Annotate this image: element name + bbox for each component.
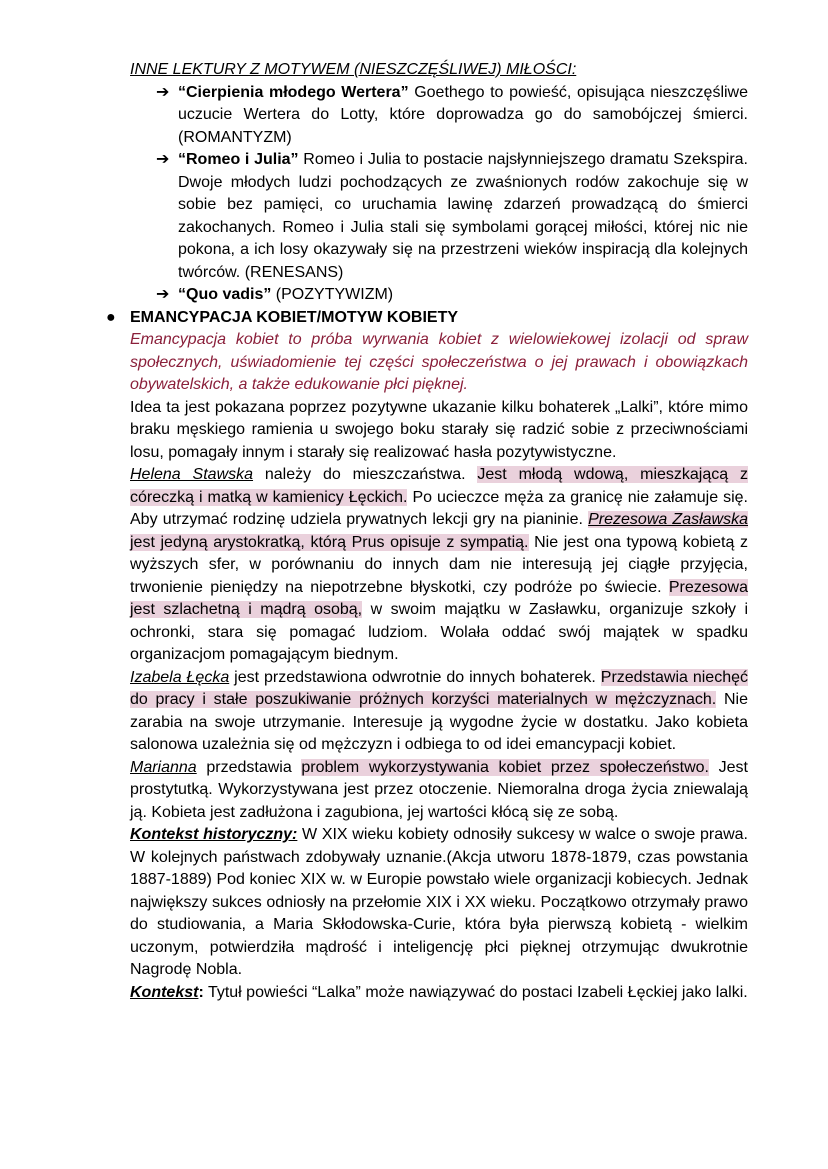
historical-context-paragraph: [130, 824, 748, 982]
reading-item-werter: [156, 82, 749, 150]
section-heading: [106, 307, 828, 330]
reading-text: Romeo i Julia to postacie najsłynniejszego dramatu Szekspira. Dwoje młodych ludzi pochodzących ze zwaśnionych rodów zakochuje się w sobie bez pamięci, co uruchamia lawinę zdarzeń prowadzącą do śmierci zakochanych. Romeo i Julia stali się symbolami gorącej miłości, której nic nie pokona, a ich losy okazywały się na przestrzeni wieków inspiracją dla kolejnych twórców. (RENESANS): [178, 151, 748, 281]
character-name-izabela: Izabela Łęcka: [130, 668, 230, 686]
arrow-icon: ➔: [156, 83, 170, 101]
section-body: [130, 329, 748, 1004]
marianna-highlight: problem wykorzystywania kobiet przez społeczeństwo.: [301, 758, 710, 776]
stawska-highlight: Jest młodą wdową, mieszkającą z córeczką i matką w kamienicy Łęckich.: [130, 466, 749, 506]
izabela-text-2: Nie zarabia na swoje utrzymanie. Interesuje ją wygodne życie w dostatku. Jako kobieta salonowa uzależnia się od mężczyzn i odbiega to od idei emancypacji kobiet.: [130, 691, 749, 753]
context-paragraph: [130, 982, 748, 1005]
historical-context-label: Kontekst historyczny:: [130, 826, 298, 843]
reading-title: “Quo vadis”: [178, 286, 272, 303]
stawska-text-2: Po ucieczce męża za granicę nie załamuje się. Aby utrzymać rodzinę udziela prywatnych lekcji gry na pianinie.: [130, 488, 748, 528]
marianna-text-1: przedstawia: [196, 758, 302, 776]
reading-text: Goethego to powieść, opisująca nieszczęśliwe uczucie Wertera do Lotty, które doprowadza go do samobójczej śmierci. (ROMANTYZM): [178, 83, 749, 146]
character-name-stawska: Helena Stawska: [130, 466, 254, 483]
reading-text: (POZYTYWIZM): [271, 286, 394, 303]
marianna-paragraph: [130, 757, 748, 825]
character-name-marianna: Marianna: [130, 758, 197, 776]
reading-item-quo-vadis: [156, 284, 748, 307]
definition-text: Emancypacja kobiet to próba wyrwania kobiet z wielowiekowej izolacji od spraw społecznych, uświadomienie tej części społeczeństwa o jej prawach i obowiązkach obywatelskich, a także edukowanie płci pięknej.: [130, 331, 748, 393]
izabela-highlight: Przedstawia niechęć do pracy i stałe poszukiwanie próżnych korzyści materialnych w mężczyznach.: [130, 668, 749, 708]
stawska-text-1: należy do mieszczaństwa.: [253, 466, 478, 483]
zaslawska-highlight-2: Prezesowa jest szlachetną i mądrą osobą,: [130, 578, 748, 618]
arrow-icon: ➔: [156, 151, 170, 168]
zaslawska-text-2: w swoim majątku w Zasławku, organizuje szkoły i ochronki, stara się pomagać ludziom. Wolała oddać swój majątek w spadku organizacjom pomagającym biednym.: [130, 601, 749, 663]
zaslawska-highlight-1: jest jedyną arystokratką, którą Prus opisuje z sympatią.: [130, 533, 529, 551]
marianna-text-2: Jest prostytutką. Wykorzystywana jest przez otoczenie. Niemoralna droga życia zniewalają ją. Kobieta jest zadłużona i zagubiona, jej wartości kłócą się ze sobą.: [130, 758, 749, 821]
intro-paragraph: Idea ta jest pokazana poprzez pozytywne ukazanie kilku bohaterek „Lalki”, które mimo braku męskiego ramienia u swojego boku starały się radzić sobie z przeciwnościami losu, pomagały innym i starały się realizować hasła pozytywistyczne.: [130, 398, 748, 461]
zaslawska-text-1: Nie jest ona typową kobietą z wyższych sfer, w porównaniu do innych dam nie interesują jej ciągłe przyjęcia, trwonienie pieniędzy na niepotrzebne błyskotki, czy podróże po świecie.: [130, 533, 749, 596]
reading-item-romeo: [156, 149, 748, 284]
reading-title: “Cierpienia młodego Wertera”: [178, 83, 409, 101]
historical-context-text: W XIX wieku kobiety odnosiły sukcesy w walce o swoje prawa. W kolejnych państwach zdobywały uznanie.(Akcja utworu 1878-1879, czas powstania 1887-1889) Pod koniec XIX w. w Europie powstało wiele organizacji kobiecych. Jednak największy sukces odniosły na przełomie XIX i XX wieku. Początkowo otrzymały prawo do studiowania, a Maria Skłodowska-Curie, która była pierwszą kobietą - wielkim uczonym, potwierdziła mądrość i inteligencję płci pięknej otrzymując dwukrotnie Nagrodę Nobla.: [130, 826, 749, 978]
izabela-paragraph: [130, 667, 748, 757]
character-name-zaslawska: Prezesowa Zasławska: [588, 511, 749, 528]
bullet-icon: ●: [106, 308, 116, 326]
section-title: EMANCYPACJA KOBIET/MOTYW KOBIETY: [130, 308, 459, 326]
context-label: Kontekst: [130, 983, 199, 1001]
context-colon: :: [198, 983, 204, 1001]
arrow-icon: ➔: [156, 286, 170, 303]
characters-paragraph: [130, 464, 748, 667]
other-readings-heading: INNE LEKTURY Z MOTYWEM (NIESZCZĘŚLIWEJ) MIŁOŚCI:: [130, 61, 577, 78]
reading-title: “Romeo i Julia”: [178, 151, 299, 168]
izabela-text-1: jest przedstawiona odwrotnie do innych bohaterek.: [229, 668, 601, 686]
context-text: Tytuł powieści “Lalka” może nawiązywać do postaci Izabeli Łęckiej jako lalki.: [203, 983, 748, 1001]
